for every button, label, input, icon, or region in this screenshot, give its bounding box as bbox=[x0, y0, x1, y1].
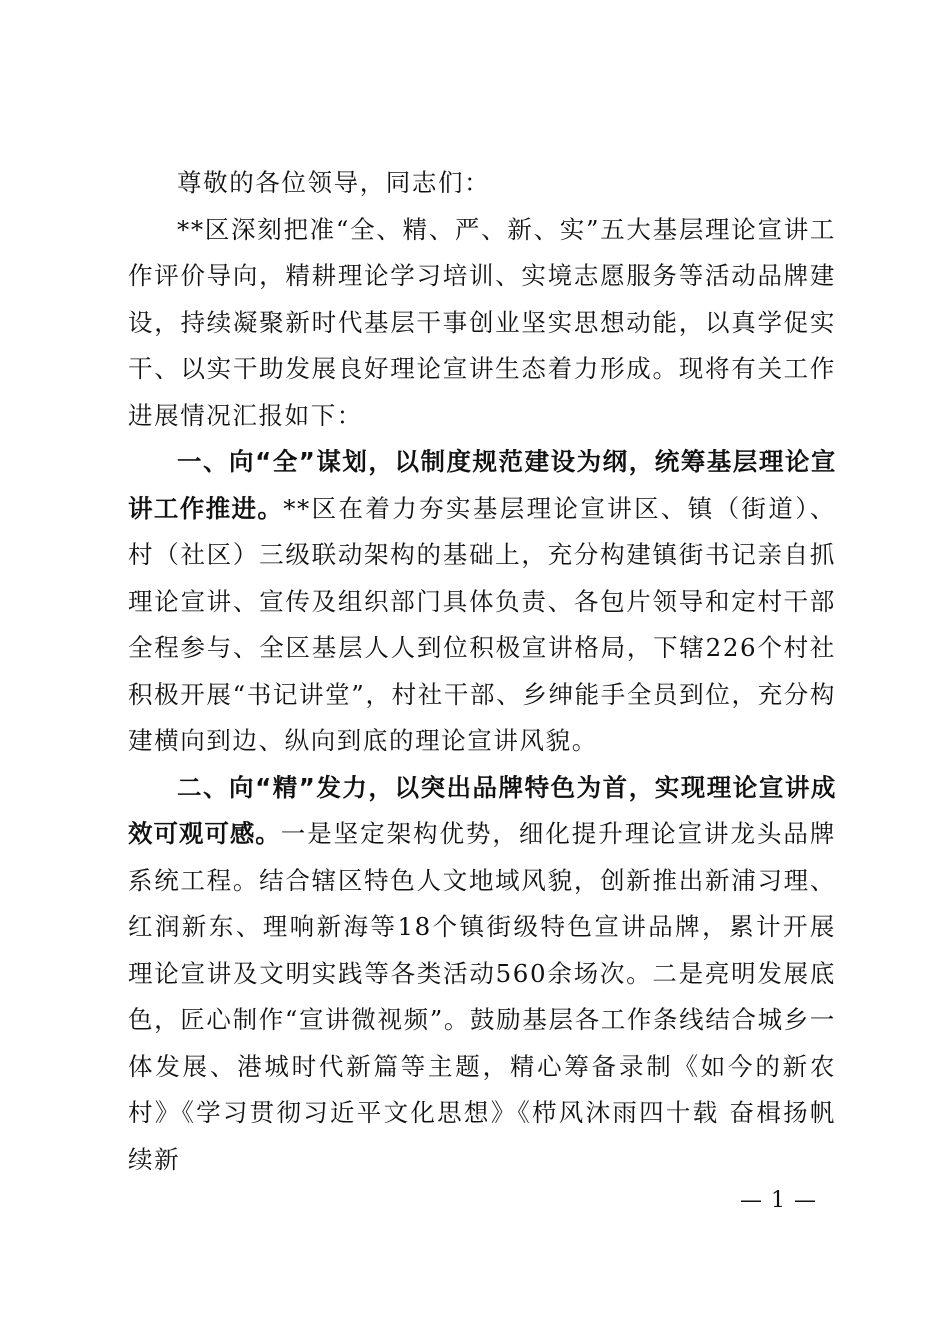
page-number: — 1 — bbox=[740, 1188, 817, 1213]
document-body bbox=[128, 160, 836, 1183]
section-one-heading: 一、向“全”谋划，以制度规范建设为纲，统筹基层理论宣讲工作推进。 bbox=[128, 447, 836, 523]
section-two-body: 一是坚定架构优势，细化提升理论宣讲龙头品牌系统工程。结合辖区特色人文地域风貌，创新推出新浦习理、红润新东、理响新海等18个镇街级特色宣讲品牌，累计开展理论宣讲及文明实践等各类活动560余场次。二是亮明发展底色，匠心制作“宣讲微视频”。鼓励基层各工作条线结合城乡一体发展、港城时代新篇等主题，精心筹备录制《如今的新农村》《学习贯彻习近平文化思想》《栉风沐雨四十载 奋楫扬帆续新 bbox=[128, 819, 836, 1174]
salutation: 尊敬的各位领导，同志们： bbox=[177, 168, 491, 197]
intro-paragraph: **区深刻把准“全、精、严、新、实”五大基层理论宣讲工作评价导向，精耕理论学习培训、实境志愿服务等活动品牌建设，持续凝聚新时代基层干事创业坚实思想动能，以真学促实干、以实干助发展良好理论宣讲生态着力形成。现将有关工作进展情况汇报如下： bbox=[128, 214, 836, 430]
section-one-body: **区在着力夯实基层理论宣讲区、镇（街道）、村（社区）三级联动架构的基础上，充分构建镇街书记亲自抓理论宣讲、宣传及组织部门具体负责、各包片领导和定村干部全程参与、全区基层人人到位积极宣讲格局，下辖226个村社积极开展“书记讲堂”，村社干部、乡绅能手全员到位，充分构建横向到边、纵向到底的理论宣讲风貌。 bbox=[128, 493, 836, 755]
section-two bbox=[128, 765, 836, 1184]
section-two-heading: 二、向“精”发力，以突出品牌特色为首，实现理论宣讲成效可观可感。 bbox=[128, 772, 836, 848]
section-one bbox=[128, 439, 836, 765]
